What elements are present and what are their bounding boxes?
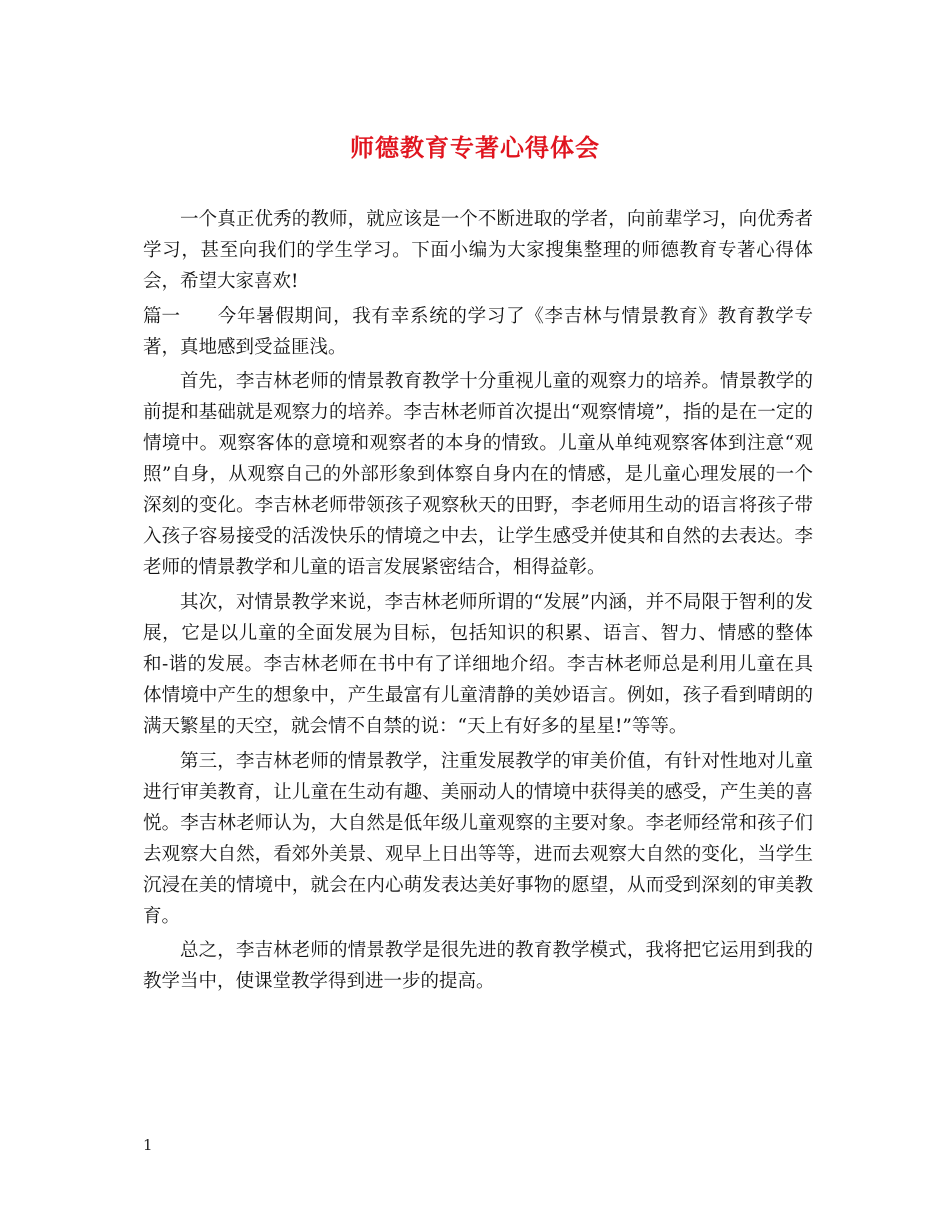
body-paragraph-2: 其次，对情景教学来说，李吉林老师所谓的“发展”内涵，并不局限于智利的发展，它是以儿童的全面发展为目标，包括知识的积累、语言、智力、情感的整体和-谐的发展。李吉林老师在书中有了详细地介绍。李吉林老师总是利用儿童在具体情境中产生的想象中，产生最富有儿童清静的美妙语言。例如，孩子看到晴朗的满天繁星的天空，就会情不自禁的说：“天上有好多的星星!”等等。: [143, 592, 813, 738]
page-number: 1: [143, 1136, 153, 1154]
body-paragraph-4: 总之，李吉林老师的情景教学是很先进的教育教学模式，我将把它运用到我的教学当中，使课堂教学得到进一步的提高。: [143, 940, 813, 993]
document-body: [143, 204, 813, 1001]
section-opening-text: 今年暑假期间，我有幸系统的学习了《李吉林与情景教育》教育教学专著，真地感到受益匪浅。: [143, 305, 813, 358]
document-title: 师德教育专著心得体会: [350, 134, 600, 162]
section-label: 篇一: [143, 305, 181, 327]
section-one-opening: [143, 301, 813, 363]
intro-paragraph: 一个真正优秀的教师，就应该是一个不断进取的学者，向前辈学习，向优秀者学习，甚至向我们的学生学习。下面小编为大家搜集整理的师德教育专著心得体会，希望大家喜欢!: [143, 209, 813, 292]
body-paragraph-3: 第三，李吉林老师的情景教学，注重发展教学的审美价值，有针对性地对儿童进行审美教育，让儿童在生动有趣、美丽动人的情境中获得美的感受，产生美的喜悦。李吉林老师认为，大自然是低年级儿童观察的主要对象。李老师经常和孩子们去观察大自然，看郊外美景、观早上日出等等，进而去观察大自然的变化，当学生沉浸在美的情境中，就会在内心萌发表达美好事物的愿望，从而受到深刻的审美教育。: [143, 750, 813, 927]
body-paragraph-1: 首先，李吉林老师的情景教育教学十分重视儿童的观察力的培养。情景教学的前提和基础就是观察力的培养。李吉林老师首次提出“观察情境”，指的是在一定的情境中。观察客体的意境和观察者的本身的情致。儿童从单纯观察客体到注意“观照”自身，从观察自己的外部形象到体察自身内在的情感，是儿童心理发展的一个深刻的变化。李吉林老师带领孩子观察秋天的田野，李老师用生动的语言将孩子带入孩子容易接受的活泼快乐的情境之中去，让学生感受并使其和自然的去表达。李老师的情景教学和儿童的语言发展紧密结合，相得益彰。: [143, 371, 813, 579]
